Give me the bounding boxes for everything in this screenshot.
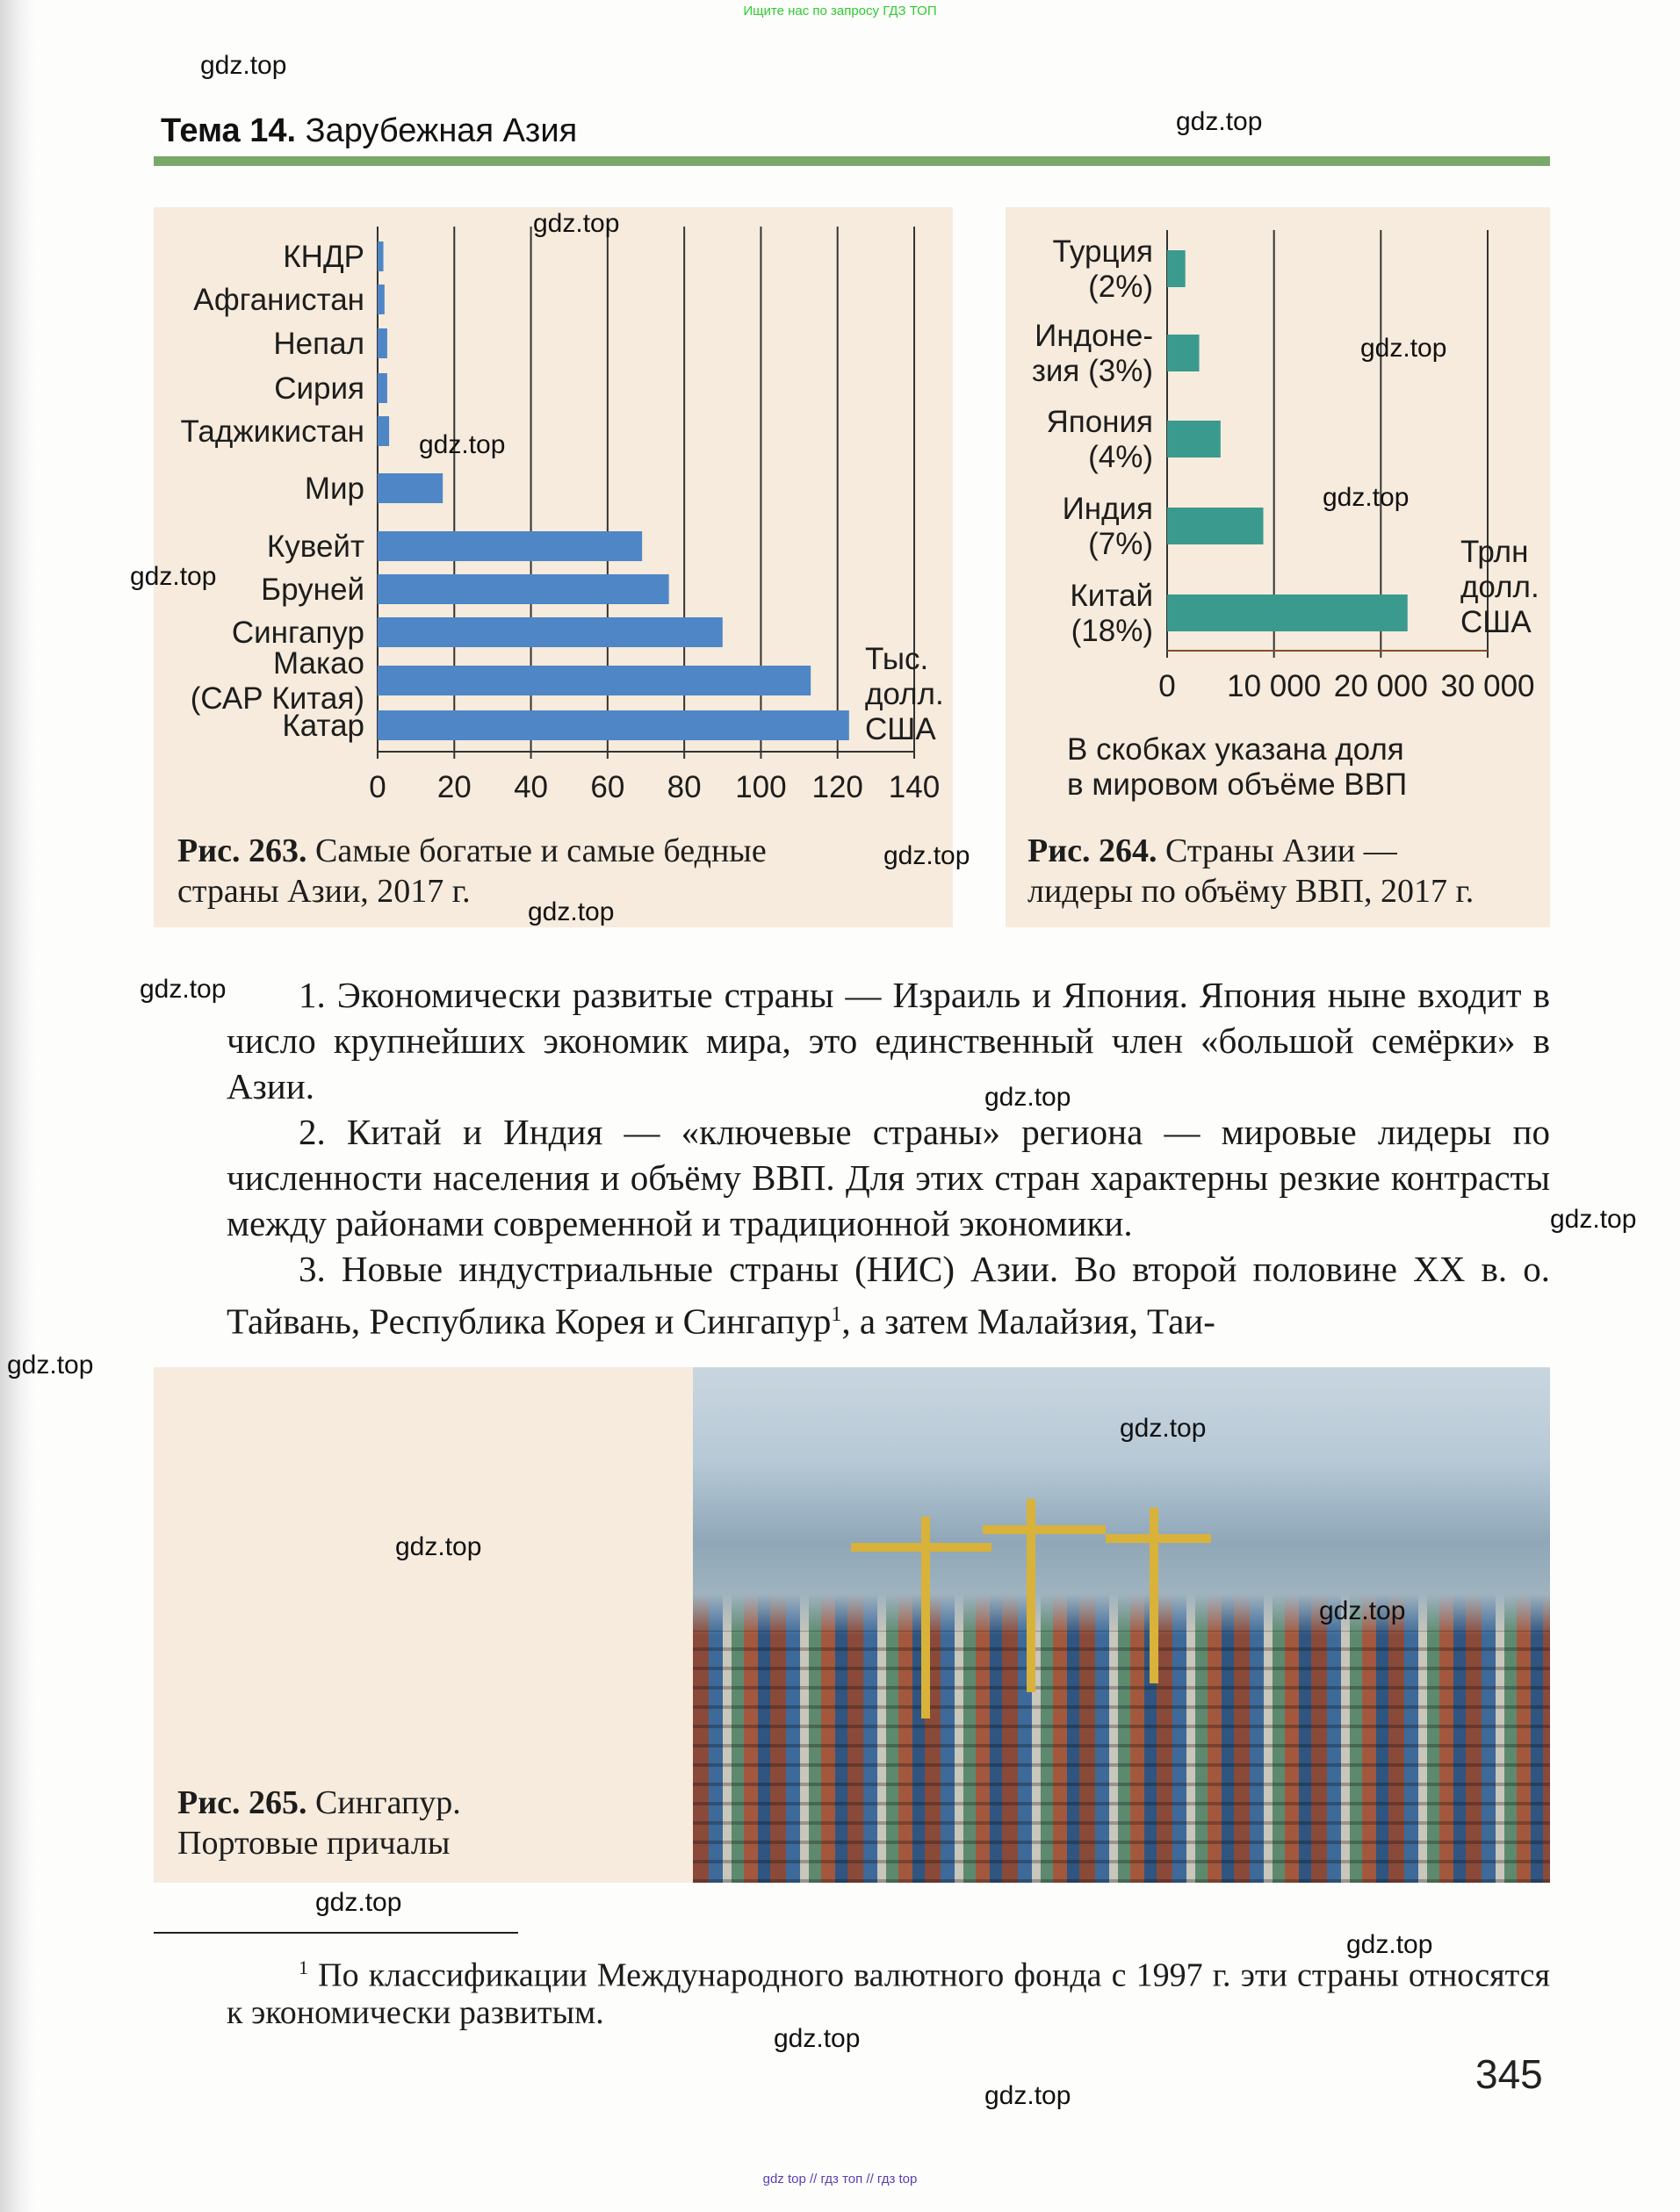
- bar: [378, 531, 642, 561]
- topic-title: Зарубежная Азия: [305, 112, 578, 149]
- category-label: зия (3%): [1031, 354, 1153, 388]
- category-label: (18%): [1071, 614, 1153, 648]
- watermark-text: gdz.top: [140, 975, 227, 1004]
- unit-label: США: [865, 712, 936, 746]
- category-label: Турция: [1052, 234, 1153, 269]
- unit-label: долл.: [1460, 570, 1539, 604]
- watermark-text: gdz.top: [395, 1532, 482, 1561]
- paragraph-3-text: 3. Новые индустриальные страны (НИС) Азии. Во второй половине XX в. о. Тайвань, Республика Корея и Сингапур: [227, 1249, 1550, 1342]
- fig263-text2: страны Азии, 2017 г.: [177, 873, 471, 910]
- tick-label: 100: [735, 770, 787, 804]
- bar: [378, 473, 443, 503]
- chart-note: в мировом объёме ВВП: [1067, 767, 1408, 802]
- watermark-text: gdz.top: [419, 430, 506, 459]
- watermark-text: gdz.top: [984, 2081, 1071, 2110]
- bar: [1167, 250, 1186, 287]
- fig264-text2: лидеры по объёму ВВП, 2017 г.: [1027, 873, 1475, 910]
- tick-label: 60: [590, 770, 625, 804]
- tick-label: 140: [888, 770, 941, 804]
- topic-label: Тема 14.: [161, 112, 297, 149]
- paragraph-2: 2. Китай и Индия — «ключевые страны» региона — мировые лидеры по численности населения и объёму ВВП. Для этих стран характерны резкие контрасты между районами современной и традиционной экономики.: [227, 1112, 1550, 1243]
- page-number: 345: [1475, 2051, 1543, 2097]
- watermark-text: gdz.top: [1120, 1414, 1207, 1443]
- watermark-text: gdz.top: [130, 562, 217, 591]
- category-label: Сирия: [274, 371, 364, 406]
- tick-label: 0: [1158, 669, 1176, 703]
- watermark-text: gdz.top: [883, 841, 970, 870]
- tick-label: 10 000: [1227, 669, 1322, 703]
- watermark-text: gdz.top: [1360, 334, 1447, 363]
- bar: [378, 666, 811, 695]
- watermark-text: gdz.top: [1319, 1596, 1406, 1625]
- top-banner[interactable]: Ищите нас по запросу ГДЗ ТОП: [743, 4, 937, 18]
- unit-label: Тыс.: [865, 642, 929, 676]
- unit-label: США: [1460, 605, 1532, 639]
- unit-label: Трлн: [1460, 535, 1529, 569]
- category-label: Япония: [1046, 405, 1153, 439]
- category-label: Кувейт: [266, 530, 364, 564]
- body-text: [227, 972, 1550, 1344]
- paragraph-3: [227, 1246, 1550, 1344]
- bar: [378, 617, 723, 647]
- watermark-text: gdz.top: [984, 1083, 1071, 1112]
- tick-label: 20 000: [1333, 669, 1428, 703]
- bottom-links[interactable]: gdz top // гдз топ // гдз top: [762, 2172, 918, 2187]
- category-label: (2%): [1088, 270, 1153, 304]
- watermark-text: gdz.top: [1346, 1930, 1433, 1959]
- footnote-divider: [154, 1932, 518, 1934]
- footnote-mark: 1: [299, 1956, 308, 1978]
- bar: [1167, 508, 1264, 544]
- category-label: Индоне-: [1035, 319, 1153, 353]
- paragraph-3-tail: , а затем Малайзия, Таи-: [841, 1301, 1215, 1342]
- footnote: [227, 1949, 1550, 2031]
- category-label: Мир: [304, 472, 364, 506]
- tick-label: 120: [811, 770, 863, 804]
- charts-canvas: [0, 0, 1680, 931]
- fig263-caption: [177, 831, 767, 911]
- bar: [1167, 335, 1200, 371]
- singapore-port-photo: [693, 1367, 1550, 1883]
- category-label: КНДР: [283, 240, 364, 274]
- category-label: Бруней: [261, 573, 364, 607]
- tick-label: 20: [436, 770, 472, 804]
- bar: [1167, 421, 1221, 458]
- watermark-text: gdz.top: [315, 1888, 402, 1917]
- watermark-text: gdz.top: [1176, 107, 1263, 136]
- watermark-text: gdz.top: [200, 51, 287, 80]
- watermark-text: gdz.top: [774, 2024, 861, 2053]
- watermark-text: gdz.top: [7, 1351, 94, 1380]
- tick-label: 0: [369, 770, 386, 804]
- paragraph-1: 1. Экономически развитые страны — Израиль и Япония. Япония ныне входит в число крупнейших экономик мира, это единственный член «большой семёрки» в Азии.: [227, 975, 1550, 1106]
- fig264-text1: Страны Азии —: [1164, 832, 1397, 869]
- fig265-text2: Портовые причалы: [177, 1825, 451, 1862]
- tick-label: 30 000: [1440, 669, 1535, 703]
- fig264-number: Рис. 264.: [1027, 832, 1157, 869]
- category-label: Таджикистан: [180, 414, 364, 449]
- unit-label: долл.: [865, 677, 944, 711]
- watermark-text: gdz.top: [1550, 1205, 1637, 1234]
- bar: [378, 285, 385, 314]
- bar: [378, 416, 389, 446]
- watermark-text: gdz.top: [528, 897, 615, 926]
- footnote-ref[interactable]: 1: [831, 1303, 842, 1326]
- fig265-number: Рис. 265.: [177, 1784, 307, 1821]
- bar: [1167, 594, 1408, 631]
- watermark-text: gdz.top: [533, 209, 620, 238]
- category-label: Макао: [272, 646, 364, 681]
- chart-note: В скобках указана доля: [1067, 732, 1404, 767]
- watermark-text: gdz.top: [1323, 483, 1410, 512]
- tick-label: 80: [667, 770, 702, 804]
- category-label: Сингапур: [231, 616, 364, 650]
- bar: [378, 241, 384, 271]
- category-label: Катар: [282, 709, 364, 743]
- category-label: Афганистан: [193, 283, 364, 317]
- fig264-caption: [1027, 831, 1474, 911]
- footnote-text: По классификации Международного валютного фонда с 1997 г. эти страны относятся к экономически развитым.: [227, 1956, 1550, 2031]
- fig265-caption: [177, 1783, 461, 1863]
- tick-label: 40: [514, 770, 549, 804]
- bar: [378, 574, 669, 604]
- category-label: (4%): [1088, 440, 1153, 474]
- bar: [378, 373, 387, 403]
- category-label: (7%): [1088, 527, 1153, 561]
- category-label: Индия: [1062, 492, 1153, 526]
- fig263-text1: Самые богатые и самые бедные: [314, 832, 767, 869]
- category-label: Непал: [273, 327, 364, 361]
- category-label: (САР Китая): [190, 681, 364, 716]
- fig265-text1: Сингапур.: [314, 1784, 461, 1821]
- fig263-number: Рис. 263.: [177, 832, 307, 869]
- category-label: Китай: [1070, 579, 1153, 613]
- bar: [378, 328, 387, 358]
- bar: [378, 710, 849, 740]
